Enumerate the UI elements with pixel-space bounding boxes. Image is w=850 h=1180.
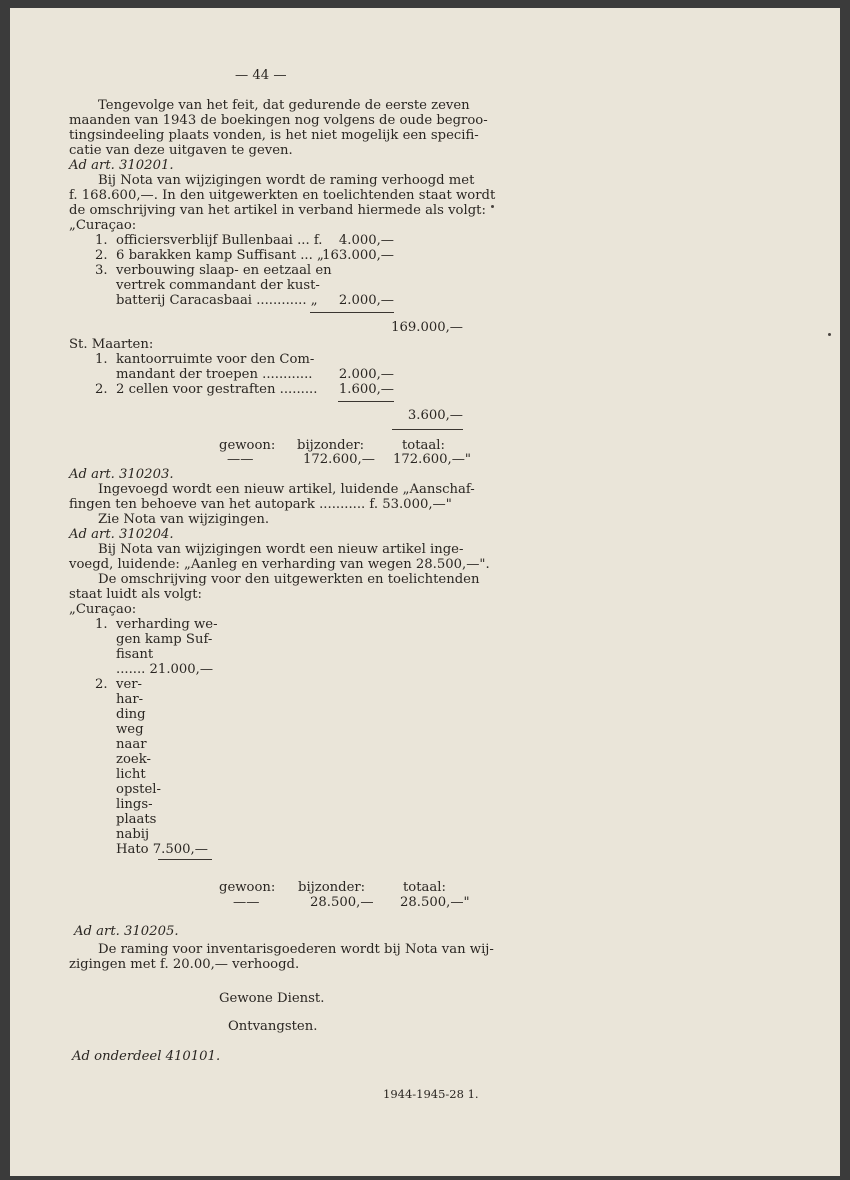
- item-text: ding: [116, 707, 146, 722]
- item-text: har-: [116, 692, 144, 707]
- item-text: verbouwing slaap- en eetzaal en: [116, 263, 332, 278]
- final-heading: Ad onderdeel 410101.: [72, 1049, 221, 1064]
- item-text: weg: [116, 722, 144, 737]
- item-amount: 1.600,—: [338, 382, 394, 397]
- body-line: zigingen met f. 20.00,— verhoogd.: [69, 957, 300, 972]
- article-heading: Ad art. 310205.: [74, 924, 179, 939]
- item-text: nabij: [116, 827, 150, 842]
- article-heading: Ad art. 310201.: [69, 158, 174, 173]
- item-text: ver-: [116, 677, 143, 692]
- item-text: gen kamp Suf-: [116, 632, 213, 647]
- item-text: kantoorruimte voor den Com-: [116, 352, 315, 367]
- section-subtitle: Ontvangsten.: [228, 1019, 318, 1034]
- item-text: naar: [116, 737, 147, 752]
- intro-line: maanden van 1943 de boekingen nog volgens de oude begroo-: [69, 113, 488, 128]
- item-text: batterij Caracasbaai ............ „: [116, 293, 318, 308]
- item-text: vertrek commandant der kust-: [116, 278, 320, 293]
- bijzonder-value: 172.600,—: [303, 452, 375, 467]
- item-text: plaats: [116, 812, 157, 827]
- item-text: 2 cellen voor gestraften .........: [116, 382, 318, 397]
- item-number: 1.: [95, 617, 108, 632]
- footer-code: 1944-1945-28 1.: [383, 1087, 479, 1101]
- body-line: Zie Nota van wijzigingen.: [98, 512, 270, 527]
- item-number: 2.: [95, 677, 108, 692]
- total-rule: [392, 429, 463, 430]
- item-text: opstel-: [116, 782, 161, 797]
- item-amount: 2.000,—: [338, 367, 394, 382]
- item-number: 2.: [95, 382, 108, 397]
- item-number: 1.: [95, 352, 108, 367]
- bijzonder-label: bijzonder:: [297, 438, 365, 453]
- gewoon-label: gewoon:: [219, 438, 276, 453]
- bijzonder-label: bijzonder:: [298, 880, 366, 895]
- body-line: Ingevoegd wordt een nieuw artikel, luidende „Aanschaf-: [98, 482, 475, 497]
- item-text: mandant der troepen ............: [116, 367, 313, 382]
- scan-speck: [491, 205, 494, 208]
- region-label: „Curaçao:: [69, 218, 137, 233]
- intro-line: tingsindeeling plaats vonden, is het niet mogelijk een specifi-: [69, 128, 479, 143]
- totaal-value: 28.500,—": [400, 895, 470, 910]
- item-number: 2.: [95, 248, 108, 263]
- intro-line: catie van deze uitgaven te geven.: [69, 143, 293, 158]
- subtotal-rule: [158, 859, 212, 860]
- body-line: voegd, luidende: „Aanleg en verharding van wegen 28.500,—".: [69, 557, 490, 572]
- item-number: 1.: [95, 233, 108, 248]
- article-heading: Ad art. 310203.: [69, 467, 174, 482]
- item-text: officiersverblijf Bullenbaai ... f.: [116, 233, 323, 248]
- item-text: licht: [116, 767, 146, 782]
- bijzonder-value: 28.500,—: [310, 895, 374, 910]
- item-text: 6 barakken kamp Suffisant ... „: [116, 248, 324, 263]
- item-text: ....... 21.000,—: [116, 662, 214, 677]
- stmaarten-total: 3.600,—: [407, 408, 463, 423]
- section-title: Gewone Dienst.: [219, 991, 325, 1006]
- region-label: „Curaçao:: [69, 602, 137, 617]
- item-amount: 163.000,—: [322, 248, 394, 263]
- intro-line: Tengevolge van het feit, dat gedurende de eerste zeven: [98, 98, 470, 113]
- scan-speck: [828, 333, 831, 336]
- item-text: fisant: [116, 647, 154, 662]
- item-text: zoek-: [116, 752, 151, 767]
- gewoon-value: ——: [233, 895, 260, 910]
- gewoon-value: ——: [227, 452, 254, 467]
- gewoon-label: gewoon:: [219, 880, 276, 895]
- body-line: f. 168.600,—. In den uitgewerkten en toelichtenden staat wordt: [69, 188, 496, 203]
- item-text: Hato 7.500,—: [116, 842, 208, 857]
- totaal-value: 172.600,—": [393, 452, 471, 467]
- totaal-label: totaal:: [402, 438, 445, 453]
- subtotal-rule: [310, 312, 394, 313]
- page-number: — 44 —: [235, 68, 287, 83]
- article-heading: Ad art. 310204.: [69, 527, 174, 542]
- item-amount: 2.000,—: [338, 293, 394, 308]
- item-text: lings-: [116, 797, 153, 812]
- body-line: De raming voor inventarisgoederen wordt bij Nota van wij-: [98, 942, 494, 957]
- subtotal-rule: [338, 401, 394, 402]
- item-text: verharding we-: [116, 617, 218, 632]
- item-number: 3.: [95, 263, 108, 278]
- region-label: St. Maarten:: [69, 337, 154, 352]
- body-line: De omschrijving voor den uitgewerkten en toelichtenden: [98, 572, 480, 587]
- body-line: Bij Nota van wijzigingen wordt een nieuw artikel inge-: [98, 542, 464, 557]
- item-amount: 4.000,—: [338, 233, 394, 248]
- body-line: de omschrijving van het artikel in verband hiermede als volgt:: [69, 203, 486, 218]
- totaal-label: totaal:: [403, 880, 446, 895]
- body-line: Bij Nota van wijzigingen wordt de raming verhoogd met: [98, 173, 475, 188]
- body-line: fingen ten behoeve van het autopark ........... f. 53.000,—": [69, 497, 452, 512]
- body-line: staat luidt als volgt:: [69, 587, 202, 602]
- curacao-total: 169.000,—: [391, 320, 463, 335]
